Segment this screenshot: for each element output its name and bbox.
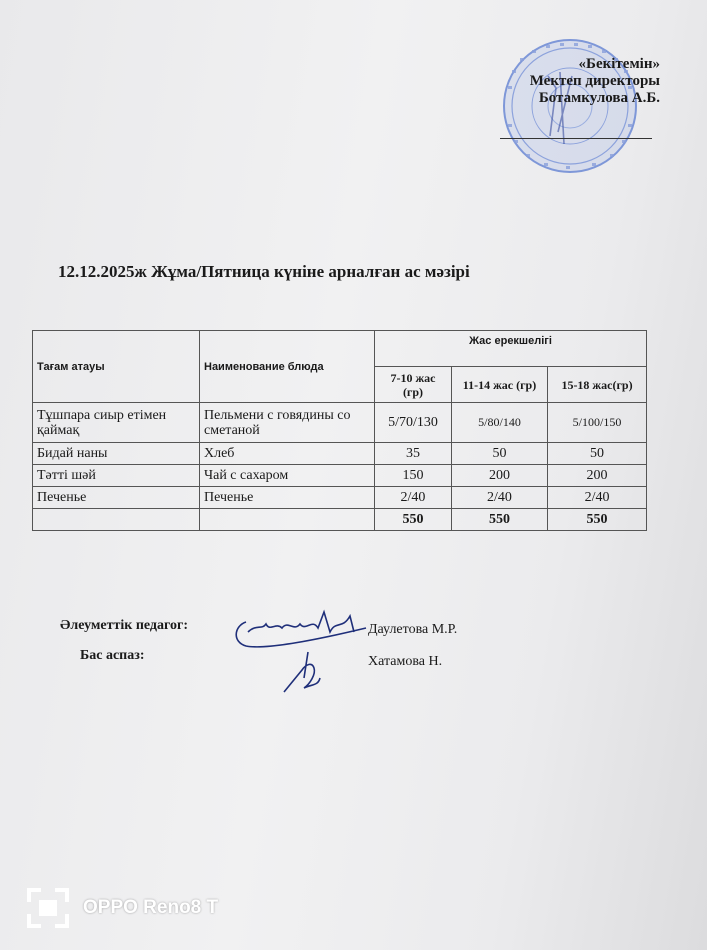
portion-11-14: 200 [452,465,548,487]
portion-15-18: 200 [548,465,647,487]
table-row [33,443,647,465]
dish-ru: Хлеб [200,443,375,465]
camera-watermark-text: OPPO Reno8 T [83,897,219,918]
table-row [33,487,647,509]
total-15-18: 550 [548,509,647,531]
table-row [33,403,647,443]
pedagog-signature [226,602,376,654]
pedagog-role: Әлеуметтік педагог: [60,618,189,633]
dish-kz: Тұшпара сиыр етімен қаймақ [33,403,200,443]
header-dish-name-ru: Наименование блюда [200,331,375,403]
header-age-15-18: 15-18 жас(гр) [548,367,647,403]
dish-ru: Пельмени с говядины со сметаной [200,403,375,443]
menu-title: 12.12.2025ж Жұма/Пятница күніне арналған ас мәзірі [58,262,470,281]
approval-block [470,56,660,107]
camera-brand-icon [27,888,69,928]
portion-7-10: 150 [375,465,452,487]
portion-11-14: 5/80/140 [452,403,548,443]
dish-kz: Тәтті шәй [33,465,200,487]
dish-ru: Чай с сахаром [200,465,375,487]
portion-15-18: 5/100/150 [548,403,647,443]
total-11-14: 550 [452,509,548,531]
menu-table [32,330,647,531]
table-row [33,465,647,487]
totals-empty-cell [200,509,375,531]
portion-11-14: 2/40 [452,487,548,509]
approval-heading: «Бекітемін» [578,56,660,72]
portion-7-10: 5/70/130 [375,403,452,443]
portion-7-10: 35 [375,443,452,465]
cook-signature [280,648,330,696]
camera-watermark [27,888,218,928]
header-age-7-10: 7-10 жас (гр) [375,367,452,403]
pedagog-name: Даулетова М.Р. [368,622,458,637]
dish-kz: Бидай наны [33,443,200,465]
dish-kz: Печенье [33,487,200,509]
total-7-10: 550 [375,509,452,531]
header-dish-name-kz: Тағам атауы [33,331,200,403]
approval-position: Мектеп директоры [529,73,660,89]
portion-15-18: 50 [548,443,647,465]
portion-7-10: 2/40 [375,487,452,509]
approval-signature-line [500,138,652,139]
cook-name: Хатамова Н. [368,654,443,669]
header-age-groups: Жас ерекшелігі [375,331,647,367]
portion-15-18: 2/40 [548,487,647,509]
approval-name: Ботамкулова А.Б. [538,90,660,106]
header-age-11-14: 11-14 жас (гр) [452,367,548,403]
totals-row [33,509,647,531]
dish-ru: Печенье [200,487,375,509]
totals-empty-cell [33,509,200,531]
cook-role: Бас аспаз: [80,648,145,663]
portion-11-14: 50 [452,443,548,465]
